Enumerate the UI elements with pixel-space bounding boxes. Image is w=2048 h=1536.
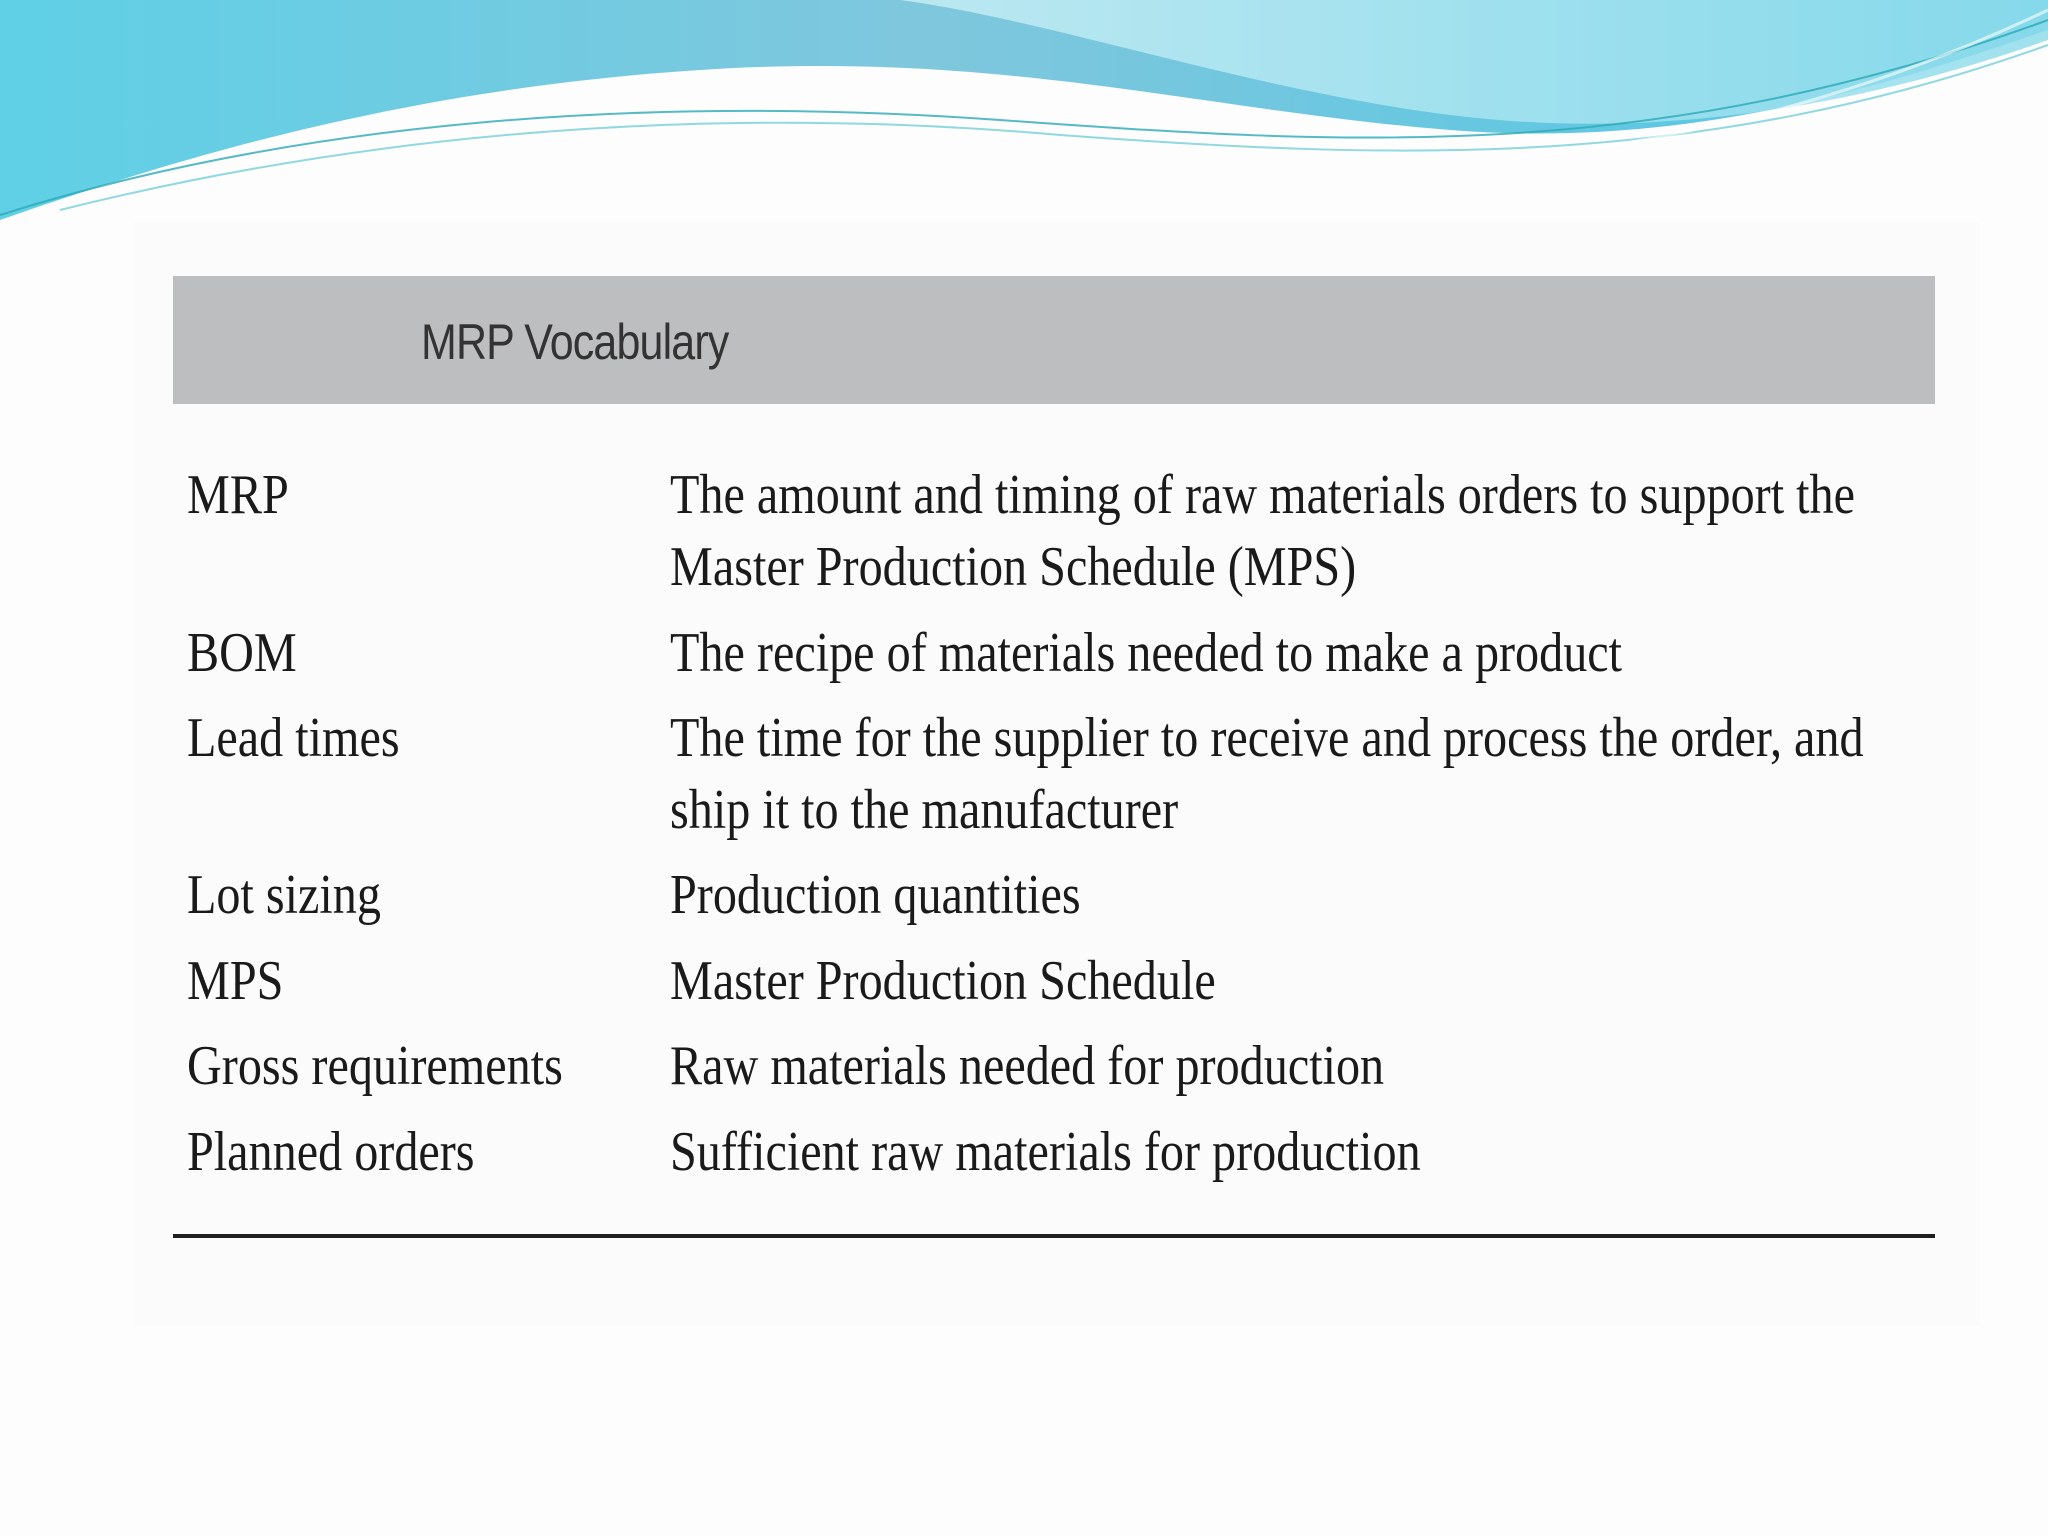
row-term: MPS [187,950,284,1012]
row-definition: The recipe of materials needed to make a product [670,622,1623,684]
wave-header-decoration [0,0,2048,240]
vocabulary-table [134,222,1980,1326]
table-title: MRP Vocabulary [421,314,729,370]
row-term: Planned orders [187,1121,475,1183]
row-term: Gross requirements [187,1035,563,1097]
row-definition: Raw materials needed for production [670,1035,1385,1097]
row-definition: Sufficient raw materials for production [670,1121,1421,1183]
row-definition: Master Production Schedule [670,950,1216,1012]
row-term: Lead times [187,707,400,769]
row-term: BOM [187,622,297,684]
row-definition: The amount and timing of raw materials orders to support the Master Production Schedule (MPS) [670,464,1855,598]
row-definition: The time for the supplier to receive and process the order, and ship it to the manufacturer [670,707,1864,841]
row-term: Lot sizing [187,864,381,926]
table-bottom-rule [173,1234,1935,1238]
row-definition: Production quantities [670,864,1081,926]
row-term: MRP [187,464,289,526]
table-rows [134,222,1980,1326]
